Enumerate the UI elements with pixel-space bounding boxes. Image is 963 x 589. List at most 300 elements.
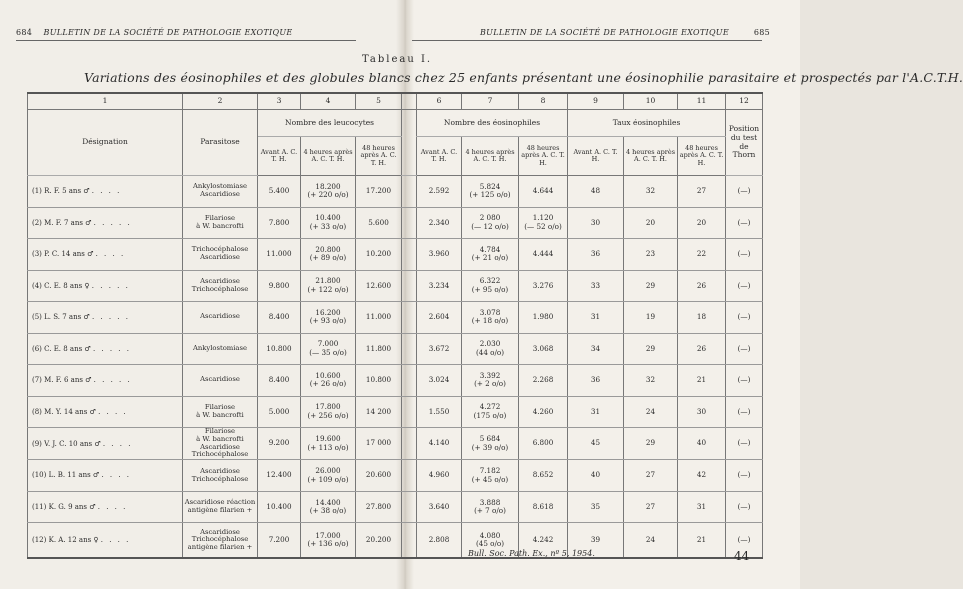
taux-avant-cell: 31 <box>568 396 624 428</box>
taux-48h-cell: 27 <box>678 176 726 208</box>
taux-4h-cell: 27 <box>624 460 678 492</box>
leuco-4h-cell-line: 17.800 <box>315 402 341 412</box>
eos-4h-cell-line: (+ 18 o/o) <box>471 316 509 326</box>
eos-avant-cell: 1.550 <box>417 396 462 428</box>
taux-4h-cell: 29 <box>624 270 678 302</box>
table-row <box>28 365 763 397</box>
designation-cell <box>28 239 183 271</box>
parasitose-cell-line: Filariose <box>204 213 236 222</box>
parasitose-cell-line: Ankylostomiase <box>192 343 247 352</box>
leuco-4h-cell-line: (+ 38 o/o) <box>309 506 347 515</box>
thorn-test-cell: (—) <box>726 396 763 428</box>
eos-48h-header: 48 heures après A. C. T. H. <box>519 137 568 176</box>
parasitose-cell-line: à W. bancrofti <box>196 410 244 419</box>
col-num: 12 <box>726 93 763 110</box>
eos-avant-cell: 3.672 <box>417 333 462 365</box>
leader-dots: . . . . . <box>91 281 130 290</box>
thorn-test-cell: (—) <box>726 491 763 523</box>
eos-48h-cell: 2.268 <box>519 365 568 397</box>
table-row <box>28 523 763 559</box>
taux-4h-cell: 32 <box>624 365 678 397</box>
taux-4h-header: 4 heures après A. C. T. H. <box>624 137 678 176</box>
leuco-4h-cell <box>301 491 356 523</box>
patient-designation: (3) P. C. 14 ans ♂ <box>32 250 94 259</box>
parasitose-cell-line: antigène filarien + <box>187 543 253 552</box>
leuco-4h-cell-line: (+ 113 o/o) <box>307 442 349 452</box>
parasitose-cell <box>183 396 258 428</box>
eos-4h-cell-line: (45 o/o) <box>475 539 505 549</box>
designation-cell <box>28 333 183 365</box>
eos-4h-cell-line: 4.080 <box>479 530 501 540</box>
taux-48h-cell: 26 <box>678 270 726 302</box>
taux-4h-cell: 20 <box>624 207 678 239</box>
leuco-4h-cell-line: (+ 33 o/o) <box>309 221 347 231</box>
eos-48h-cell: 1.980 <box>519 302 568 334</box>
right-header-title: BULLETIN DE LA SOCIÉTÉ DE PATHOLOGIE EXOTIQUE <box>480 28 729 37</box>
eos-4h-cell <box>462 460 519 492</box>
taux-avant-cell: 40 <box>568 460 624 492</box>
parasitose-cell-line: Ascaridiose <box>200 527 240 536</box>
taux-48h-cell: 21 <box>678 523 726 559</box>
taux-4h-cell: 29 <box>624 428 678 460</box>
leuco-48h-cell: 11.800 <box>356 333 402 365</box>
thorn-test-cell: (—) <box>726 333 763 365</box>
leuco-4h-cell-line: (+ 26 o/o) <box>309 379 347 389</box>
leuco-avant-cell: 10.400 <box>258 491 301 523</box>
leader-dots: . . . . <box>91 187 122 196</box>
eos-4h-cell-line: 4.784 <box>479 244 501 254</box>
designation-cell <box>28 428 183 460</box>
leuco-4h-cell-line: 20.800 <box>315 244 341 254</box>
leuco-4h-cell-line: 21.800 <box>315 276 341 286</box>
leuco-4h-cell <box>301 302 356 334</box>
parasitose-cell-line: Ascaridiose <box>200 312 240 321</box>
col-num: 10 <box>624 93 678 110</box>
eos-48h-cell: 8.652 <box>519 460 568 492</box>
parasitose-cell-line: Ankylostomiase <box>192 182 247 191</box>
patient-designation: (2) M. F. 7 ans ♂ <box>32 218 92 227</box>
taux-avant-cell: 36 <box>568 239 624 271</box>
taux-48h-cell: 40 <box>678 428 726 460</box>
leader-dots: . . . . <box>101 471 132 480</box>
eos-4h-cell-line: (+ 95 o/o) <box>471 284 509 294</box>
leuco-4h-cell <box>301 428 356 460</box>
designation-cell <box>28 523 183 559</box>
eos-4h-cell-line: (44 o/o) <box>475 347 505 357</box>
leuco-avant-cell: 7.800 <box>258 207 301 239</box>
eos-4h-cell-line: (+ 45 o/o) <box>471 474 509 484</box>
parasitose-cell-line: Trichocéphalose <box>191 474 249 483</box>
eosinophiles-group-header: Nombre des éosinophiles <box>417 110 568 137</box>
leuco-48h-cell: 10.800 <box>356 365 402 397</box>
parasitose-cell <box>183 491 258 523</box>
table-title: Tableau I. <box>362 54 433 65</box>
patient-designation: (4) C. E. 8 ans ♀ <box>32 281 90 290</box>
taux-48h-cell: 18 <box>678 302 726 334</box>
taux-4h-cell: 24 <box>624 396 678 428</box>
leuco-4h-cell-line: 17.000 <box>315 530 341 540</box>
parasitose-cell-line: Trichocéphalose <box>191 245 249 254</box>
left-header-title: BULLETIN DE LA SOCIÉTÉ DE PATHOLOGIE EXOTIQUE <box>43 28 293 37</box>
leuco-4h-cell <box>301 460 356 492</box>
leuco-48h-header: 48 heures après A. C. T. H. <box>356 137 402 176</box>
leader-dots: . . . . <box>102 439 133 448</box>
patient-designation: (8) M. Y. 14 ans ♂ <box>32 407 96 416</box>
col-num: 7 <box>462 93 519 110</box>
leuco-4h-cell <box>301 396 356 428</box>
taux-group-header: Taux éosinophiles <box>568 110 726 137</box>
taux-avant-header: Avant A. C. T. H. <box>568 137 624 176</box>
leuco-4h-cell-line: (+ 122 o/o) <box>307 284 349 294</box>
leuco-4h-cell-line: (+ 109 o/o) <box>307 474 349 484</box>
eos-4h-cell-line: 5 684 <box>479 434 501 444</box>
leuco-48h-cell: 5.600 <box>356 207 402 239</box>
leuco-4h-cell-line: (— 35 o/o) <box>309 347 347 357</box>
taux-4h-cell: 29 <box>624 333 678 365</box>
eos-48h-cell-line: 1.120 <box>532 213 554 223</box>
taux-4h-cell: 27 <box>624 491 678 523</box>
parasitose-cell <box>183 207 258 239</box>
leuco-4h-cell <box>301 176 356 208</box>
eos-4h-cell <box>462 396 519 428</box>
col-num: 6 <box>417 93 462 110</box>
leuco-48h-cell: 11.000 <box>356 302 402 334</box>
taux-4h-cell: 24 <box>624 523 678 559</box>
col-num: 3 <box>258 93 301 110</box>
thorn-test-cell: (—) <box>726 302 763 334</box>
patient-designation: (10) L. B. 11 ans ♂ <box>32 471 100 480</box>
patient-designation: (9) V. J. C. 10 ans ♂ <box>32 439 101 448</box>
parasitose-cell <box>183 523 258 559</box>
designation-cell <box>28 365 183 397</box>
parasitose-cell-line: Ascaridiose réaction <box>184 498 256 507</box>
eos-48h-cell: 4.644 <box>519 176 568 208</box>
col-num: 9 <box>568 93 624 110</box>
taux-48h-cell: 31 <box>678 491 726 523</box>
left-page-number: 684 <box>16 28 33 37</box>
eos-avant-cell: 4.960 <box>417 460 462 492</box>
leuco-avant-cell: 5.000 <box>258 396 301 428</box>
eos-4h-cell <box>462 270 519 302</box>
leuco-avant-cell: 10.800 <box>258 333 301 365</box>
gutter-cell <box>402 460 417 492</box>
eos-48h-cell: 4.444 <box>519 239 568 271</box>
col-num: 8 <box>519 93 568 110</box>
thorn-test-cell: (—) <box>726 460 763 492</box>
eos-4h-cell-line: 3.888 <box>479 497 501 507</box>
leuco-48h-cell: 20.200 <box>356 523 402 559</box>
taux-48h-cell: 26 <box>678 333 726 365</box>
leuco-4h-cell-line: 19.600 <box>315 434 341 444</box>
taux-48h-cell: 20 <box>678 207 726 239</box>
eos-avant-cell: 2.592 <box>417 176 462 208</box>
gutter-cell <box>402 93 417 110</box>
group-header-row <box>28 110 763 137</box>
leuco-4h-cell-line: 26.000 <box>315 466 341 476</box>
leuco-4h-cell <box>301 270 356 302</box>
taux-avant-cell: 48 <box>568 176 624 208</box>
eos-48h-cell-line: (— 52 o/o) <box>524 221 562 231</box>
parasitose-cell-line: Trichocéphalose <box>191 535 249 544</box>
parasitose-cell-line: Ascaridiose <box>200 253 240 262</box>
leader-dots: . . . . <box>97 502 128 511</box>
parasitose-cell <box>183 460 258 492</box>
leader-dots: . . . . <box>95 250 126 259</box>
leuco-4h-cell-line: 18.200 <box>315 181 341 191</box>
thorn-test-cell: (—) <box>726 428 763 460</box>
leuco-avant-cell: 7.200 <box>258 523 301 559</box>
taux-avant-cell: 35 <box>568 491 624 523</box>
leuco-avant-cell: 12.400 <box>258 460 301 492</box>
eos-4h-cell-line: (+ 39 o/o) <box>471 442 509 452</box>
leuco-avant-cell: 8.400 <box>258 365 301 397</box>
parasitose-cell-line: Ascaridiose <box>200 190 240 199</box>
parasitose-cell <box>183 365 258 397</box>
taux-4h-cell: 23 <box>624 239 678 271</box>
gutter-cell <box>402 365 417 397</box>
designation-cell <box>28 491 183 523</box>
eos-avant-cell: 3.024 <box>417 365 462 397</box>
leuco-4h-cell <box>301 239 356 271</box>
taux-48h-cell: 30 <box>678 396 726 428</box>
eos-48h-cell: 6.800 <box>519 428 568 460</box>
taux-avant-cell: 45 <box>568 428 624 460</box>
table-row <box>28 176 763 208</box>
taux-48h-header: 48 heures après A. C. T. H. <box>678 137 726 176</box>
taux-avant-cell: 33 <box>568 270 624 302</box>
thorn-test-cell: (—) <box>726 239 763 271</box>
eos-avant-cell: 3.234 <box>417 270 462 302</box>
thorn-test-cell: (—) <box>726 365 763 397</box>
leuco-avant-cell: 11.000 <box>258 239 301 271</box>
parasitose-cell <box>183 333 258 365</box>
right-page-number: 685 <box>753 28 770 37</box>
thorn-test-cell: (—) <box>726 270 763 302</box>
leuco-4h-cell <box>301 207 356 239</box>
eos-4h-cell-line: 6.322 <box>479 276 501 286</box>
leader-dots: . . . . . <box>93 218 132 227</box>
leuco-4h-cell-line: 16.200 <box>315 307 341 317</box>
parasitose-cell <box>183 428 258 460</box>
leuco-avant-header: Avant A. C. T. H. <box>258 137 301 176</box>
leader-dots: . . . . . <box>92 344 131 353</box>
leuco-avant-cell: 8.400 <box>258 302 301 334</box>
eos-48h-cell <box>519 207 568 239</box>
table-row <box>28 302 763 334</box>
col-num: 4 <box>301 93 356 110</box>
column-number-row <box>28 93 763 110</box>
eos-4h-cell <box>462 176 519 208</box>
signature-mark: 44 <box>734 549 750 563</box>
parasitose-cell-line: Ascaridiose <box>200 442 240 451</box>
eos-48h-cell: 4.260 <box>519 396 568 428</box>
eos-48h-cell: 3.276 <box>519 270 568 302</box>
leuco-4h-cell-line: (+ 136 o/o) <box>307 539 349 549</box>
eos-4h-cell-line: 5.824 <box>479 181 501 191</box>
left-running-header <box>16 28 293 37</box>
taux-48h-cell: 22 <box>678 239 726 271</box>
patient-designation: (6) C. E. 8 ans ♂ <box>32 344 91 353</box>
designation-header: Désignation <box>28 110 183 176</box>
leuco-avant-cell: 9.800 <box>258 270 301 302</box>
eos-4h-cell-line: 3.392 <box>479 370 501 380</box>
parasitose-cell-line: Ascaridiose <box>200 466 240 475</box>
thorn-test-cell: (—) <box>726 523 763 559</box>
patient-designation: (5) L. S. 7 ans ♂ <box>32 313 90 322</box>
eos-4h-cell <box>462 239 519 271</box>
eos-4h-cell-line: 4.272 <box>479 402 501 412</box>
leuco-4h-header: 4 heures après A. C. T. H. <box>301 137 356 176</box>
leuco-48h-cell: 17 000 <box>356 428 402 460</box>
right-running-header <box>480 28 770 37</box>
leuco-4h-cell-line: (+ 220 o/o) <box>307 190 349 200</box>
leucocytes-group-header: Nombre des leucocytes <box>258 110 402 137</box>
designation-cell <box>28 302 183 334</box>
right-header-rule <box>412 40 762 41</box>
leuco-avant-cell: 5.400 <box>258 176 301 208</box>
leuco-4h-cell-line: (+ 256 o/o) <box>307 410 349 420</box>
patient-designation: (7) M. F. 6 ans ♂ <box>32 376 92 385</box>
parasitose-cell <box>183 176 258 208</box>
gutter-cell <box>402 270 417 302</box>
leuco-4h-cell <box>301 523 356 559</box>
patient-designation: (1) R. F. 5 ans ♂ <box>32 187 90 196</box>
taux-4h-cell: 32 <box>624 176 678 208</box>
parasitose-cell-line: à W. bancrofti <box>196 434 244 443</box>
leuco-48h-cell: 17.200 <box>356 176 402 208</box>
taux-avant-cell: 36 <box>568 365 624 397</box>
table-row <box>28 428 763 460</box>
eos-avant-cell: 4.140 <box>417 428 462 460</box>
leader-dots: . . . . . <box>93 376 132 385</box>
gutter-cell <box>402 239 417 271</box>
gutter-cell <box>402 523 417 559</box>
eos-avant-header: Avant A. C. T. H. <box>417 137 462 176</box>
gutter-cell <box>402 110 417 176</box>
eos-4h-cell-line: (+ 7 o/o) <box>474 506 506 515</box>
leader-dots: . . . . . <box>91 313 130 322</box>
eos-avant-cell: 2.808 <box>417 523 462 559</box>
taux-avant-cell: 30 <box>568 207 624 239</box>
eos-4h-cell-line: (+ 21 o/o) <box>471 253 509 263</box>
eos-4h-cell-line: (+ 125 o/o) <box>469 190 511 200</box>
eos-4h-cell-line: (+ 2 o/o) <box>474 379 506 389</box>
col-num: 11 <box>678 93 726 110</box>
parasitose-cell-line: Filariose <box>204 402 236 411</box>
left-header-rule <box>16 40 356 41</box>
table-row <box>28 491 763 523</box>
designation-cell <box>28 176 183 208</box>
eos-4h-cell-line: 2.030 <box>479 339 501 349</box>
table-row <box>28 239 763 271</box>
col-num: 5 <box>356 93 402 110</box>
leuco-4h-cell-line: (+ 89 o/o) <box>309 253 347 263</box>
eos-4h-cell-line: 2 080 <box>479 213 501 223</box>
parasitose-cell-line: Ascaridiose <box>200 276 240 285</box>
gutter-cell <box>402 396 417 428</box>
table-row <box>28 333 763 365</box>
col-num: 2 <box>183 93 258 110</box>
leader-dots: . . . . <box>98 407 128 416</box>
parasitose-cell <box>183 302 258 334</box>
designation-cell <box>28 460 183 492</box>
table-caption: Variations des éosinophiles et des globules blancs chez 25 enfants présentant une éosinophilie parasitaire et prospectés par l'A.C.T.H. <box>84 70 963 85</box>
taux-avant-cell: 31 <box>568 302 624 334</box>
eos-4h-cell <box>462 491 519 523</box>
gutter-cell <box>402 207 417 239</box>
eos-4h-cell <box>462 302 519 334</box>
parasitose-header: Parasitose <box>183 110 258 176</box>
designation-cell <box>28 207 183 239</box>
table-row <box>28 270 763 302</box>
parasitose-cell-line: Ascaridiose <box>200 375 240 384</box>
table-row <box>28 460 763 492</box>
table-row <box>28 396 763 428</box>
leuco-48h-cell: 12.600 <box>356 270 402 302</box>
leuco-4h-cell-line: 7.000 <box>317 339 339 349</box>
gutter-cell <box>402 428 417 460</box>
parasitose-cell-line: antigène filarien + <box>187 506 253 514</box>
eos-avant-cell: 2.340 <box>417 207 462 239</box>
leader-dots: . . . . <box>100 536 131 545</box>
eos-4h-cell <box>462 333 519 365</box>
patient-designation: (12) K. A. 12 ans ♀ <box>32 536 99 545</box>
gutter-cell <box>402 302 417 334</box>
parasitose-cell-line: Trichocéphalose <box>191 450 249 459</box>
col-num: 1 <box>28 93 183 110</box>
eos-4h-header: 4 heures après A. C. T. H. <box>462 137 519 176</box>
leuco-4h-cell-line: (+ 93 o/o) <box>309 316 347 326</box>
parasitose-cell <box>183 270 258 302</box>
data-table <box>27 92 763 559</box>
designation-cell <box>28 396 183 428</box>
taux-48h-cell: 42 <box>678 460 726 492</box>
leuco-4h-cell <box>301 365 356 397</box>
eos-48h-cell: 3.068 <box>519 333 568 365</box>
eos-4h-cell <box>462 365 519 397</box>
citation-footer: Bull. Soc. Path. Ex., nº 5, 1954. <box>468 549 595 558</box>
parasitose-cell-line: à W. bancrofti <box>196 221 244 230</box>
eos-avant-cell: 2.604 <box>417 302 462 334</box>
gutter-cell <box>402 176 417 208</box>
eos-48h-cell: 4.242 <box>519 523 568 559</box>
parasitose-cell-line: Trichocéphalose <box>191 284 249 293</box>
patient-designation: (11) K. G. 9 ans ♂ <box>32 502 96 511</box>
leuco-4h-cell <box>301 333 356 365</box>
eos-4h-cell-line: 3.078 <box>479 307 501 317</box>
taux-avant-cell: 39 <box>568 523 624 559</box>
thorn-test-cell: (—) <box>726 176 763 208</box>
parasitose-cell <box>183 239 258 271</box>
leuco-48h-cell: 27.800 <box>356 491 402 523</box>
thorn-test-cell: (—) <box>726 207 763 239</box>
eos-4h-cell-line: (— 12 o/o) <box>471 221 509 231</box>
gutter-cell <box>402 333 417 365</box>
gutter-cell <box>402 491 417 523</box>
eos-48h-cell: 8.618 <box>519 491 568 523</box>
eos-4h-cell-line: 7.182 <box>479 466 501 476</box>
leuco-48h-cell: 14 200 <box>356 396 402 428</box>
taux-48h-cell: 21 <box>678 365 726 397</box>
eos-4h-cell <box>462 428 519 460</box>
thorn-test-header: Position du test de Thorn <box>726 110 763 176</box>
taux-4h-cell: 19 <box>624 302 678 334</box>
table-row <box>28 207 763 239</box>
eos-4h-cell-line: (175 o/o) <box>473 410 507 420</box>
leuco-4h-cell-line: 10.600 <box>315 370 341 380</box>
leuco-avant-cell: 9.200 <box>258 428 301 460</box>
eos-avant-cell: 3.640 <box>417 491 462 523</box>
